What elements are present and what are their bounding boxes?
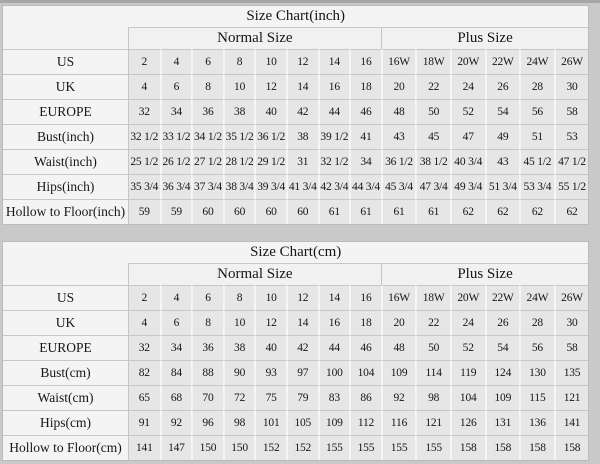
size-cell: 22 bbox=[415, 74, 450, 99]
size-cell: 44 3/4 bbox=[349, 174, 381, 199]
size-cell: 24 bbox=[450, 74, 485, 99]
size-cell: 18 bbox=[349, 74, 381, 99]
table-title: Size Chart(cm) bbox=[3, 242, 588, 263]
size-cell: 52 bbox=[450, 99, 485, 124]
normal-size-header: Normal Size bbox=[128, 263, 381, 285]
size-cell: 14 bbox=[318, 49, 350, 74]
size-cell: 49 3/4 bbox=[450, 174, 485, 199]
size-cell: 49 bbox=[485, 124, 520, 149]
normal-size-header: Normal Size bbox=[128, 27, 381, 49]
size-cell: 121 bbox=[554, 385, 589, 410]
size-cell: 51 bbox=[519, 124, 554, 149]
size-cell: 12 bbox=[286, 285, 318, 310]
size-cell: 38 bbox=[286, 124, 318, 149]
size-cell: 86 bbox=[349, 385, 381, 410]
row-label-waist-cm: Waist(cm) bbox=[3, 385, 128, 410]
size-cell: 158 bbox=[450, 435, 485, 460]
size-cell: 96 bbox=[191, 410, 223, 435]
size-cell: 4 bbox=[128, 310, 160, 335]
size-cell: 131 bbox=[485, 410, 520, 435]
size-cell: 53 bbox=[554, 124, 589, 149]
size-cell: 75 bbox=[254, 385, 286, 410]
size-cell: 30 bbox=[554, 310, 589, 335]
size-cell: 22 bbox=[415, 310, 450, 335]
size-cell: 61 bbox=[349, 199, 381, 224]
size-cell: 32 1/2 bbox=[128, 124, 160, 149]
size-cell: 105 bbox=[286, 410, 318, 435]
size-cell: 12 bbox=[254, 74, 286, 99]
size-cell: 50 bbox=[415, 335, 450, 360]
size-cell: 2 bbox=[128, 285, 160, 310]
size-cell: 47 bbox=[450, 124, 485, 149]
size-cell: 30 bbox=[554, 74, 589, 99]
size-cell: 8 bbox=[223, 49, 255, 74]
size-cell: 32 bbox=[128, 335, 160, 360]
size-cell: 28 bbox=[519, 74, 554, 99]
size-cell: 58 bbox=[554, 335, 589, 360]
size-cell: 91 bbox=[128, 410, 160, 435]
size-cell: 115 bbox=[519, 385, 554, 410]
row-label-hips-cm: Hips(cm) bbox=[3, 410, 128, 435]
size-cell: 36 bbox=[191, 99, 223, 124]
size-cell: 60 bbox=[223, 199, 255, 224]
row-label-us: US bbox=[3, 49, 128, 74]
size-cell: 10 bbox=[223, 310, 255, 335]
size-cell: 141 bbox=[554, 410, 589, 435]
size-cell: 32 bbox=[128, 99, 160, 124]
size-cell: 54 bbox=[485, 99, 520, 124]
size-cell: 158 bbox=[554, 435, 589, 460]
size-cell: 152 bbox=[286, 435, 318, 460]
size-cell: 26 1/2 bbox=[160, 149, 192, 174]
size-cell: 40 bbox=[254, 99, 286, 124]
size-cell: 18 bbox=[349, 310, 381, 335]
size-cell: 41 3/4 bbox=[286, 174, 318, 199]
size-cell: 6 bbox=[191, 285, 223, 310]
size-cell: 8 bbox=[191, 74, 223, 99]
size-cell: 58 bbox=[554, 99, 589, 124]
size-cell: 92 bbox=[381, 385, 416, 410]
size-cell: 109 bbox=[318, 410, 350, 435]
size-cell: 150 bbox=[223, 435, 255, 460]
size-cell: 53 3/4 bbox=[519, 174, 554, 199]
size-cell: 60 bbox=[254, 199, 286, 224]
size-cell: 24W bbox=[519, 49, 554, 74]
size-cell: 155 bbox=[381, 435, 416, 460]
size-cell: 32 1/2 bbox=[318, 149, 350, 174]
size-cell: 39 1/2 bbox=[318, 124, 350, 149]
size-cell: 14 bbox=[318, 285, 350, 310]
size-cell: 14 bbox=[286, 74, 318, 99]
size-cell: 2 bbox=[128, 49, 160, 74]
size-cell: 52 bbox=[450, 335, 485, 360]
row-label-uk: UK bbox=[3, 310, 128, 335]
size-cell: 37 3/4 bbox=[191, 174, 223, 199]
size-cell: 31 bbox=[286, 149, 318, 174]
size-cell: 60 bbox=[191, 199, 223, 224]
size-cell: 14 bbox=[286, 310, 318, 335]
size-cell: 6 bbox=[160, 310, 192, 335]
size-cell: 4 bbox=[128, 74, 160, 99]
size-cell: 6 bbox=[160, 74, 192, 99]
size-cell: 136 bbox=[519, 410, 554, 435]
size-cell: 16 bbox=[318, 310, 350, 335]
row-label-us: US bbox=[3, 285, 128, 310]
size-cell: 39 3/4 bbox=[254, 174, 286, 199]
size-cell: 126 bbox=[450, 410, 485, 435]
size-cell: 12 bbox=[286, 49, 318, 74]
size-cell: 59 bbox=[160, 199, 192, 224]
size-cell: 43 bbox=[485, 149, 520, 174]
size-cell: 119 bbox=[450, 360, 485, 385]
size-cell: 56 bbox=[519, 99, 554, 124]
label-column-spacer bbox=[3, 27, 128, 49]
size-cell: 22W bbox=[485, 49, 520, 74]
size-cell: 38 1/2 bbox=[415, 149, 450, 174]
size-cell: 28 1/2 bbox=[223, 149, 255, 174]
size-cell: 18W bbox=[415, 49, 450, 74]
size-cell: 44 bbox=[318, 99, 350, 124]
size-cell: 45 bbox=[415, 124, 450, 149]
size-cell: 10 bbox=[223, 74, 255, 99]
size-cell: 34 bbox=[349, 149, 381, 174]
size-cell: 47 1/2 bbox=[554, 149, 589, 174]
size-cell: 109 bbox=[485, 385, 520, 410]
row-label-waist-inch: Waist(inch) bbox=[3, 149, 128, 174]
table-title: Size Chart(inch) bbox=[3, 6, 588, 27]
size-cell: 42 bbox=[286, 335, 318, 360]
size-cell: 155 bbox=[318, 435, 350, 460]
size-cell: 56 bbox=[519, 335, 554, 360]
size-cell: 147 bbox=[160, 435, 192, 460]
size-cell: 24W bbox=[519, 285, 554, 310]
size-cell: 60 bbox=[286, 199, 318, 224]
plus-size-header: Plus Size bbox=[381, 263, 589, 285]
size-cell: 36 1/2 bbox=[254, 124, 286, 149]
size-cell: 79 bbox=[286, 385, 318, 410]
size-cell: 100 bbox=[318, 360, 350, 385]
size-cell: 98 bbox=[415, 385, 450, 410]
table-gap bbox=[2, 225, 587, 241]
size-cell: 41 bbox=[349, 124, 381, 149]
size-cell: 26W bbox=[554, 285, 589, 310]
size-cell: 46 bbox=[349, 99, 381, 124]
size-cell: 84 bbox=[160, 360, 192, 385]
row-label-hollow-to-floor-inch: Hollow to Floor(inch) bbox=[3, 199, 128, 224]
size-cell: 35 1/2 bbox=[223, 124, 255, 149]
size-cell: 55 1/2 bbox=[554, 174, 589, 199]
size-cell: 98 bbox=[223, 410, 255, 435]
size-cell: 130 bbox=[519, 360, 554, 385]
size-cell: 109 bbox=[381, 360, 416, 385]
size-cell: 22W bbox=[485, 285, 520, 310]
size-cell: 61 bbox=[318, 199, 350, 224]
size-cell: 46 bbox=[349, 335, 381, 360]
size-cell: 45 1/2 bbox=[519, 149, 554, 174]
row-label-bust-cm: Bust(cm) bbox=[3, 360, 128, 385]
size-cell: 62 bbox=[554, 199, 589, 224]
size-cell: 42 3/4 bbox=[318, 174, 350, 199]
size-cell: 18W bbox=[415, 285, 450, 310]
size-cell: 33 1/2 bbox=[160, 124, 192, 149]
size-cell: 124 bbox=[485, 360, 520, 385]
row-label-bust-inch: Bust(inch) bbox=[3, 124, 128, 149]
size-cell: 47 3/4 bbox=[415, 174, 450, 199]
size-cell: 20W bbox=[450, 49, 485, 74]
size-cell: 88 bbox=[191, 360, 223, 385]
size-cell: 16 bbox=[318, 74, 350, 99]
size-cell: 70 bbox=[191, 385, 223, 410]
size-cell: 6 bbox=[191, 49, 223, 74]
size-cell: 44 bbox=[318, 335, 350, 360]
size-cell: 36 bbox=[191, 335, 223, 360]
size-cell: 25 1/2 bbox=[128, 149, 160, 174]
size-cell: 12 bbox=[254, 310, 286, 335]
size-cell: 8 bbox=[223, 285, 255, 310]
size-cell: 10 bbox=[254, 285, 286, 310]
size-cell: 104 bbox=[450, 385, 485, 410]
row-label-europe: EUROPE bbox=[3, 99, 128, 124]
size-cell: 50 bbox=[415, 99, 450, 124]
size-cell: 20W bbox=[450, 285, 485, 310]
size-cell: 38 bbox=[223, 335, 255, 360]
size-cell: 116 bbox=[381, 410, 416, 435]
plus-size-header: Plus Size bbox=[381, 27, 589, 49]
size-cell: 35 3/4 bbox=[128, 174, 160, 199]
size-cell: 38 3/4 bbox=[223, 174, 255, 199]
size-chart-cm-table bbox=[2, 241, 589, 461]
row-label-hollow-to-floor-cm: Hollow to Floor(cm) bbox=[3, 435, 128, 460]
size-cell: 51 3/4 bbox=[485, 174, 520, 199]
size-cell: 36 3/4 bbox=[160, 174, 192, 199]
size-cell: 29 1/2 bbox=[254, 149, 286, 174]
size-cell: 16W bbox=[381, 285, 416, 310]
size-cell: 26 bbox=[485, 310, 520, 335]
size-cell: 121 bbox=[415, 410, 450, 435]
row-label-hips-inch: Hips(inch) bbox=[3, 174, 128, 199]
size-cell: 62 bbox=[519, 199, 554, 224]
size-cell: 20 bbox=[381, 74, 416, 99]
label-column-spacer bbox=[3, 263, 128, 285]
size-cell: 40 3/4 bbox=[450, 149, 485, 174]
size-cell: 155 bbox=[415, 435, 450, 460]
size-cell: 34 bbox=[160, 335, 192, 360]
size-cell: 114 bbox=[415, 360, 450, 385]
row-label-europe: EUROPE bbox=[3, 335, 128, 360]
size-cell: 27 1/2 bbox=[191, 149, 223, 174]
size-cell: 38 bbox=[223, 99, 255, 124]
size-cell: 68 bbox=[160, 385, 192, 410]
size-cell: 10 bbox=[254, 49, 286, 74]
size-cell: 141 bbox=[128, 435, 160, 460]
size-cell: 26W bbox=[554, 49, 589, 74]
size-cell: 135 bbox=[554, 360, 589, 385]
size-cell: 82 bbox=[128, 360, 160, 385]
size-cell: 101 bbox=[254, 410, 286, 435]
size-cell: 83 bbox=[318, 385, 350, 410]
size-cell: 16W bbox=[381, 49, 416, 74]
size-cell: 72 bbox=[223, 385, 255, 410]
row-label-uk: UK bbox=[3, 74, 128, 99]
size-cell: 36 1/2 bbox=[381, 149, 416, 174]
size-cell: 40 bbox=[254, 335, 286, 360]
size-cell: 20 bbox=[381, 310, 416, 335]
size-chart-inch-table bbox=[2, 5, 589, 225]
size-cell: 97 bbox=[286, 360, 318, 385]
size-cell: 155 bbox=[349, 435, 381, 460]
size-cell: 158 bbox=[485, 435, 520, 460]
size-cell: 24 bbox=[450, 310, 485, 335]
size-cell: 92 bbox=[160, 410, 192, 435]
size-cell: 16 bbox=[349, 285, 381, 310]
size-cell: 45 3/4 bbox=[381, 174, 416, 199]
size-cell: 104 bbox=[349, 360, 381, 385]
size-cell: 59 bbox=[128, 199, 160, 224]
size-cell: 65 bbox=[128, 385, 160, 410]
size-cell: 152 bbox=[254, 435, 286, 460]
size-cell: 158 bbox=[519, 435, 554, 460]
size-cell: 28 bbox=[519, 310, 554, 335]
size-cell: 48 bbox=[381, 99, 416, 124]
size-cell: 61 bbox=[381, 199, 416, 224]
size-cell: 8 bbox=[191, 310, 223, 335]
size-cell: 4 bbox=[160, 285, 192, 310]
size-cell: 34 bbox=[160, 99, 192, 124]
size-cell: 62 bbox=[450, 199, 485, 224]
size-cell: 42 bbox=[286, 99, 318, 124]
size-cell: 93 bbox=[254, 360, 286, 385]
size-cell: 48 bbox=[381, 335, 416, 360]
size-cell: 62 bbox=[485, 199, 520, 224]
size-cell: 34 1/2 bbox=[191, 124, 223, 149]
size-cell: 112 bbox=[349, 410, 381, 435]
size-cell: 54 bbox=[485, 335, 520, 360]
size-cell: 26 bbox=[485, 74, 520, 99]
size-cell: 4 bbox=[160, 49, 192, 74]
size-cell: 61 bbox=[415, 199, 450, 224]
size-cell: 43 bbox=[381, 124, 416, 149]
size-cell: 16 bbox=[349, 49, 381, 74]
size-cell: 150 bbox=[191, 435, 223, 460]
size-cell: 90 bbox=[223, 360, 255, 385]
